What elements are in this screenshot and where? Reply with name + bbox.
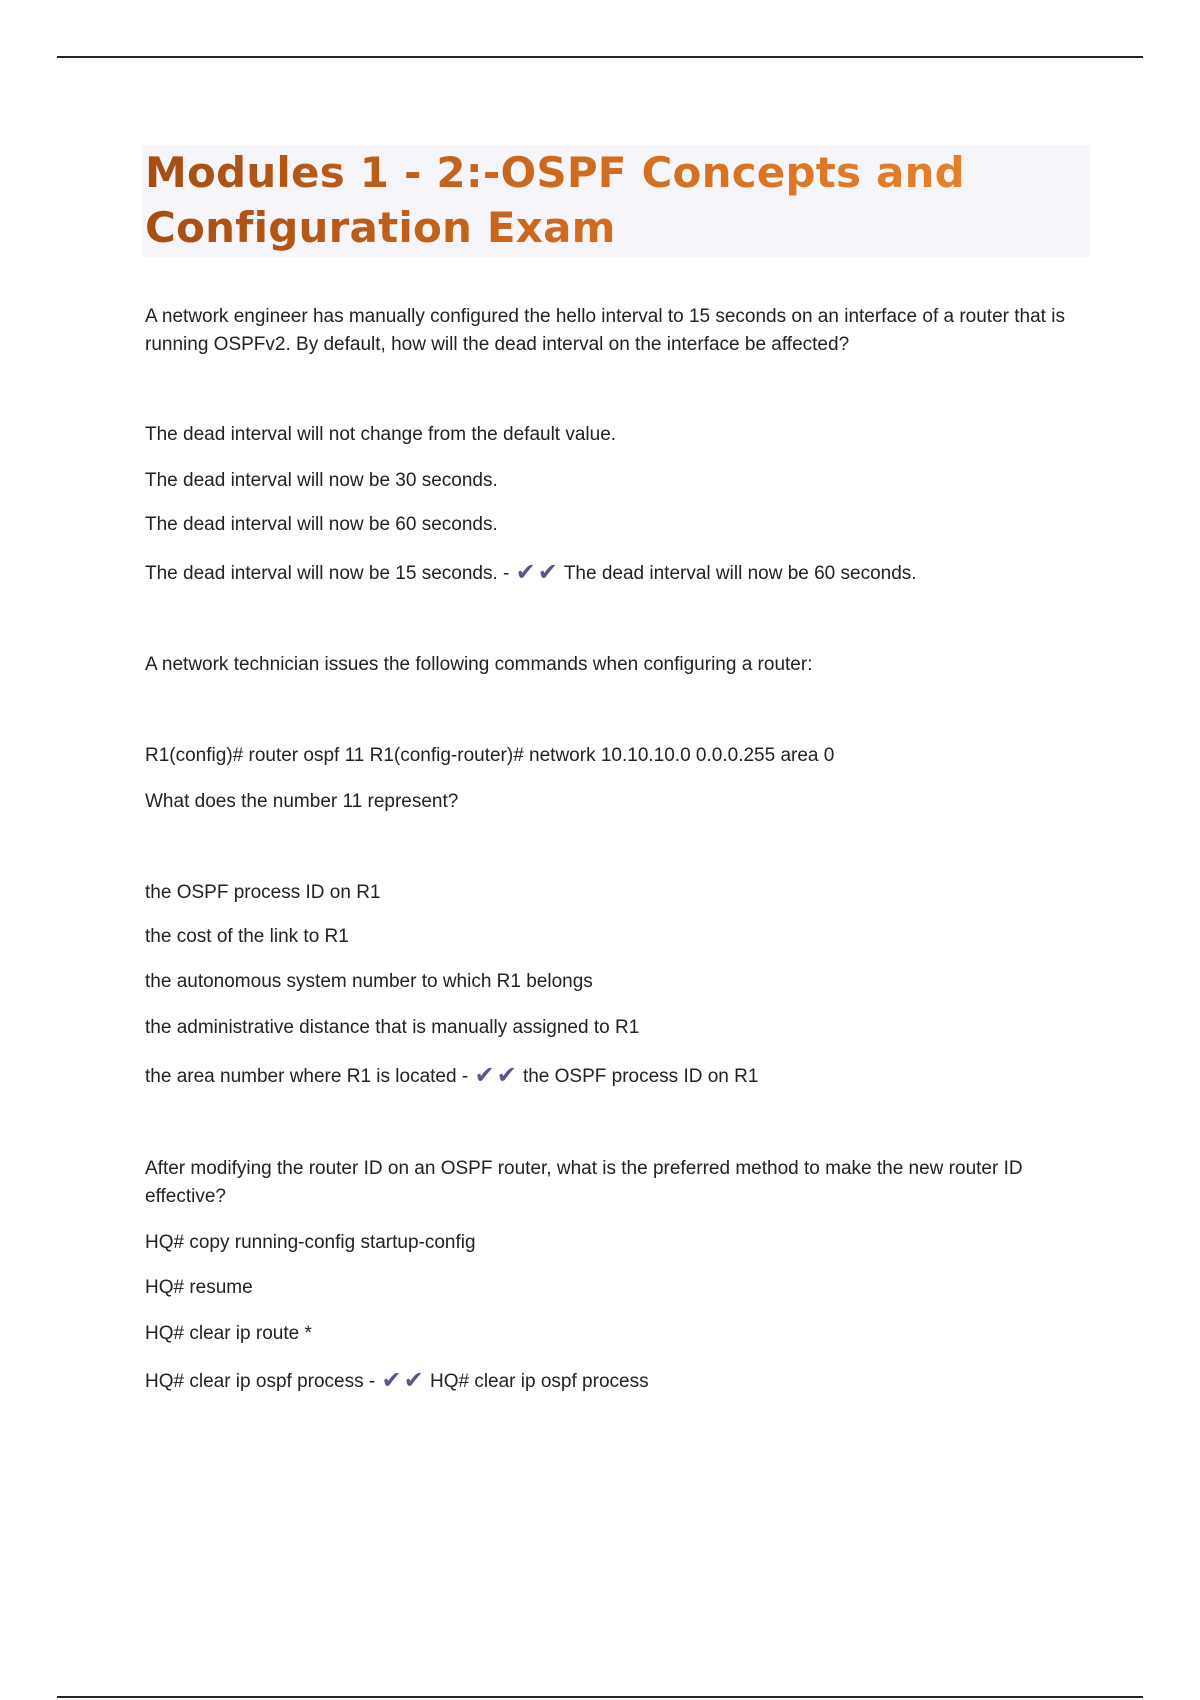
check-icon: ✔ [381, 1367, 402, 1394]
document-title [142, 145, 1090, 255]
check-icon: ✔ [474, 1062, 495, 1089]
top-rule [57, 56, 1143, 58]
question-3-answer-line [145, 1368, 1085, 1396]
question-2-option-2: the cost of the link to R1 [145, 926, 349, 947]
question-3-text: After modifying the router ID on an OSPF router, what is the preferred method to make the new router ID effective? [145, 1158, 1023, 1207]
question-3-option-3: HQ# clear ip route * [145, 1323, 312, 1344]
check-icon: ✔ [496, 1062, 517, 1089]
question-2-command: R1(config)# router ospf 11 R1(config-router)# network 10.10.10.0 0.0.0.255 area 0 [145, 745, 835, 766]
question-2-option-5: the area number where R1 is located - [145, 1066, 469, 1087]
question-1-option-2: The dead interval will now be 30 seconds. [145, 470, 498, 491]
question-3-answer: HQ# clear ip ospf process [429, 1371, 649, 1392]
question-2-option-3: the autonomous system number to which R1 belongs [145, 971, 593, 992]
question-1-option-3: The dead interval will now be 60 seconds. [145, 514, 498, 535]
title-line-2: Configuration Exam [145, 203, 616, 252]
question-1-text: A network engineer has manually configured the hello interval to 15 seconds on an interface of a router that is running OSPFv2. By default, how will the dead interval on the interface be affected? [145, 306, 1065, 355]
question-3-option-1: HQ# copy running-config startup-config [145, 1232, 476, 1253]
question-2-answer: the OSPF process ID on R1 [522, 1066, 759, 1087]
check-icon: ✔ [537, 559, 558, 586]
question-3-option-4: HQ# clear ip ospf process - [145, 1371, 376, 1392]
question-3-option-2: HQ# resume [145, 1277, 253, 1298]
question-2-option-4: the administrative distance that is manually assigned to R1 [145, 1017, 640, 1038]
title-line-1: Modules 1 - 2:-OSPF Concepts and [145, 148, 965, 197]
question-2-answer-line [145, 1063, 1085, 1091]
question-1-option-1: The dead interval will not change from the default value. [145, 424, 617, 445]
question-2-option-1: the OSPF process ID on R1 [145, 882, 381, 903]
title-block [142, 145, 1090, 257]
question-2-text: A network technician issues the following commands when configuring a router: [145, 654, 813, 675]
bottom-rule [57, 1696, 1143, 1698]
question-1-answer-line [145, 560, 1085, 588]
question-2-prompt: What does the number 11 represent? [145, 791, 459, 812]
check-icon: ✔ [515, 559, 536, 586]
check-icon: ✔ [403, 1367, 424, 1394]
question-1-answer: The dead interval will now be 60 seconds. [563, 563, 917, 584]
question-1-option-4: The dead interval will now be 15 seconds. - [145, 563, 510, 584]
